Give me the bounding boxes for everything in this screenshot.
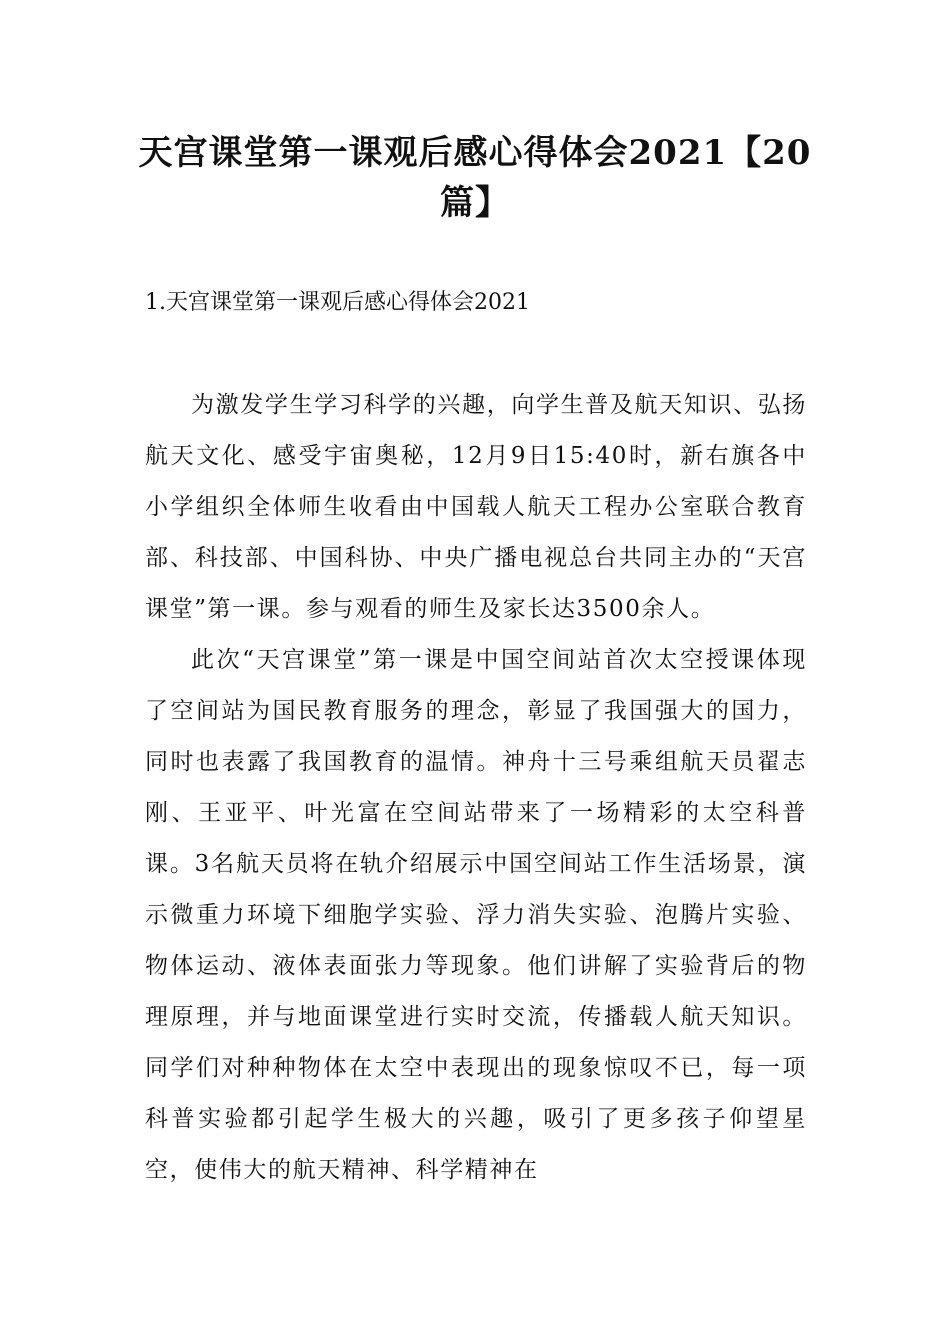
paragraph-2: 此次“天宫课堂”第一课是中国空间站首次太空授课体现了空间站为国民教育服务的理念，彰显了我国强大的国力，同时也表露了我国教育的温情。神舟十三号乘组航天员翟志刚、王亚平、叶光富在空间站带来了一场精彩的太空科普课。3名航天员将在轨介绍展示中国空间站工作生活场景，演示微重力环境下细胞学实验、浮力消失实验、泡腾片实验、物体运动、液体表面张力等现象。他们讲解了实验背后的物理原理，并与地面课堂进行实时交流，传播载人航天知识。同学们对种种物体在太空中表现出的现象惊叹不已，每一项科普实验都引起学生极大的兴趣，吸引了更多孩子仰望星空，使伟大的航天精神、科学精神在 (145, 647, 807, 1183)
paragraph-1: 为激发学生学习科学的兴趣，向学生普及航天知识、弘扬航天文化、感受宇宙奥秘，12月9日15:40时，新右旗各中小学组织全体师生收看由中国载人航天工程办公室联合教育部、科技部、中国科协、中央广播电视总台共同主办的“天宫课堂”第一课。参与观看的师生及家长达3500余人。 (145, 392, 807, 622)
article-body (145, 380, 807, 1196)
section-heading: 1.天宫课堂第一课观后感心得体会2021 (145, 290, 530, 315)
document-title: 天宫课堂第一课观后感心得体会2021【20篇】 (138, 133, 812, 223)
